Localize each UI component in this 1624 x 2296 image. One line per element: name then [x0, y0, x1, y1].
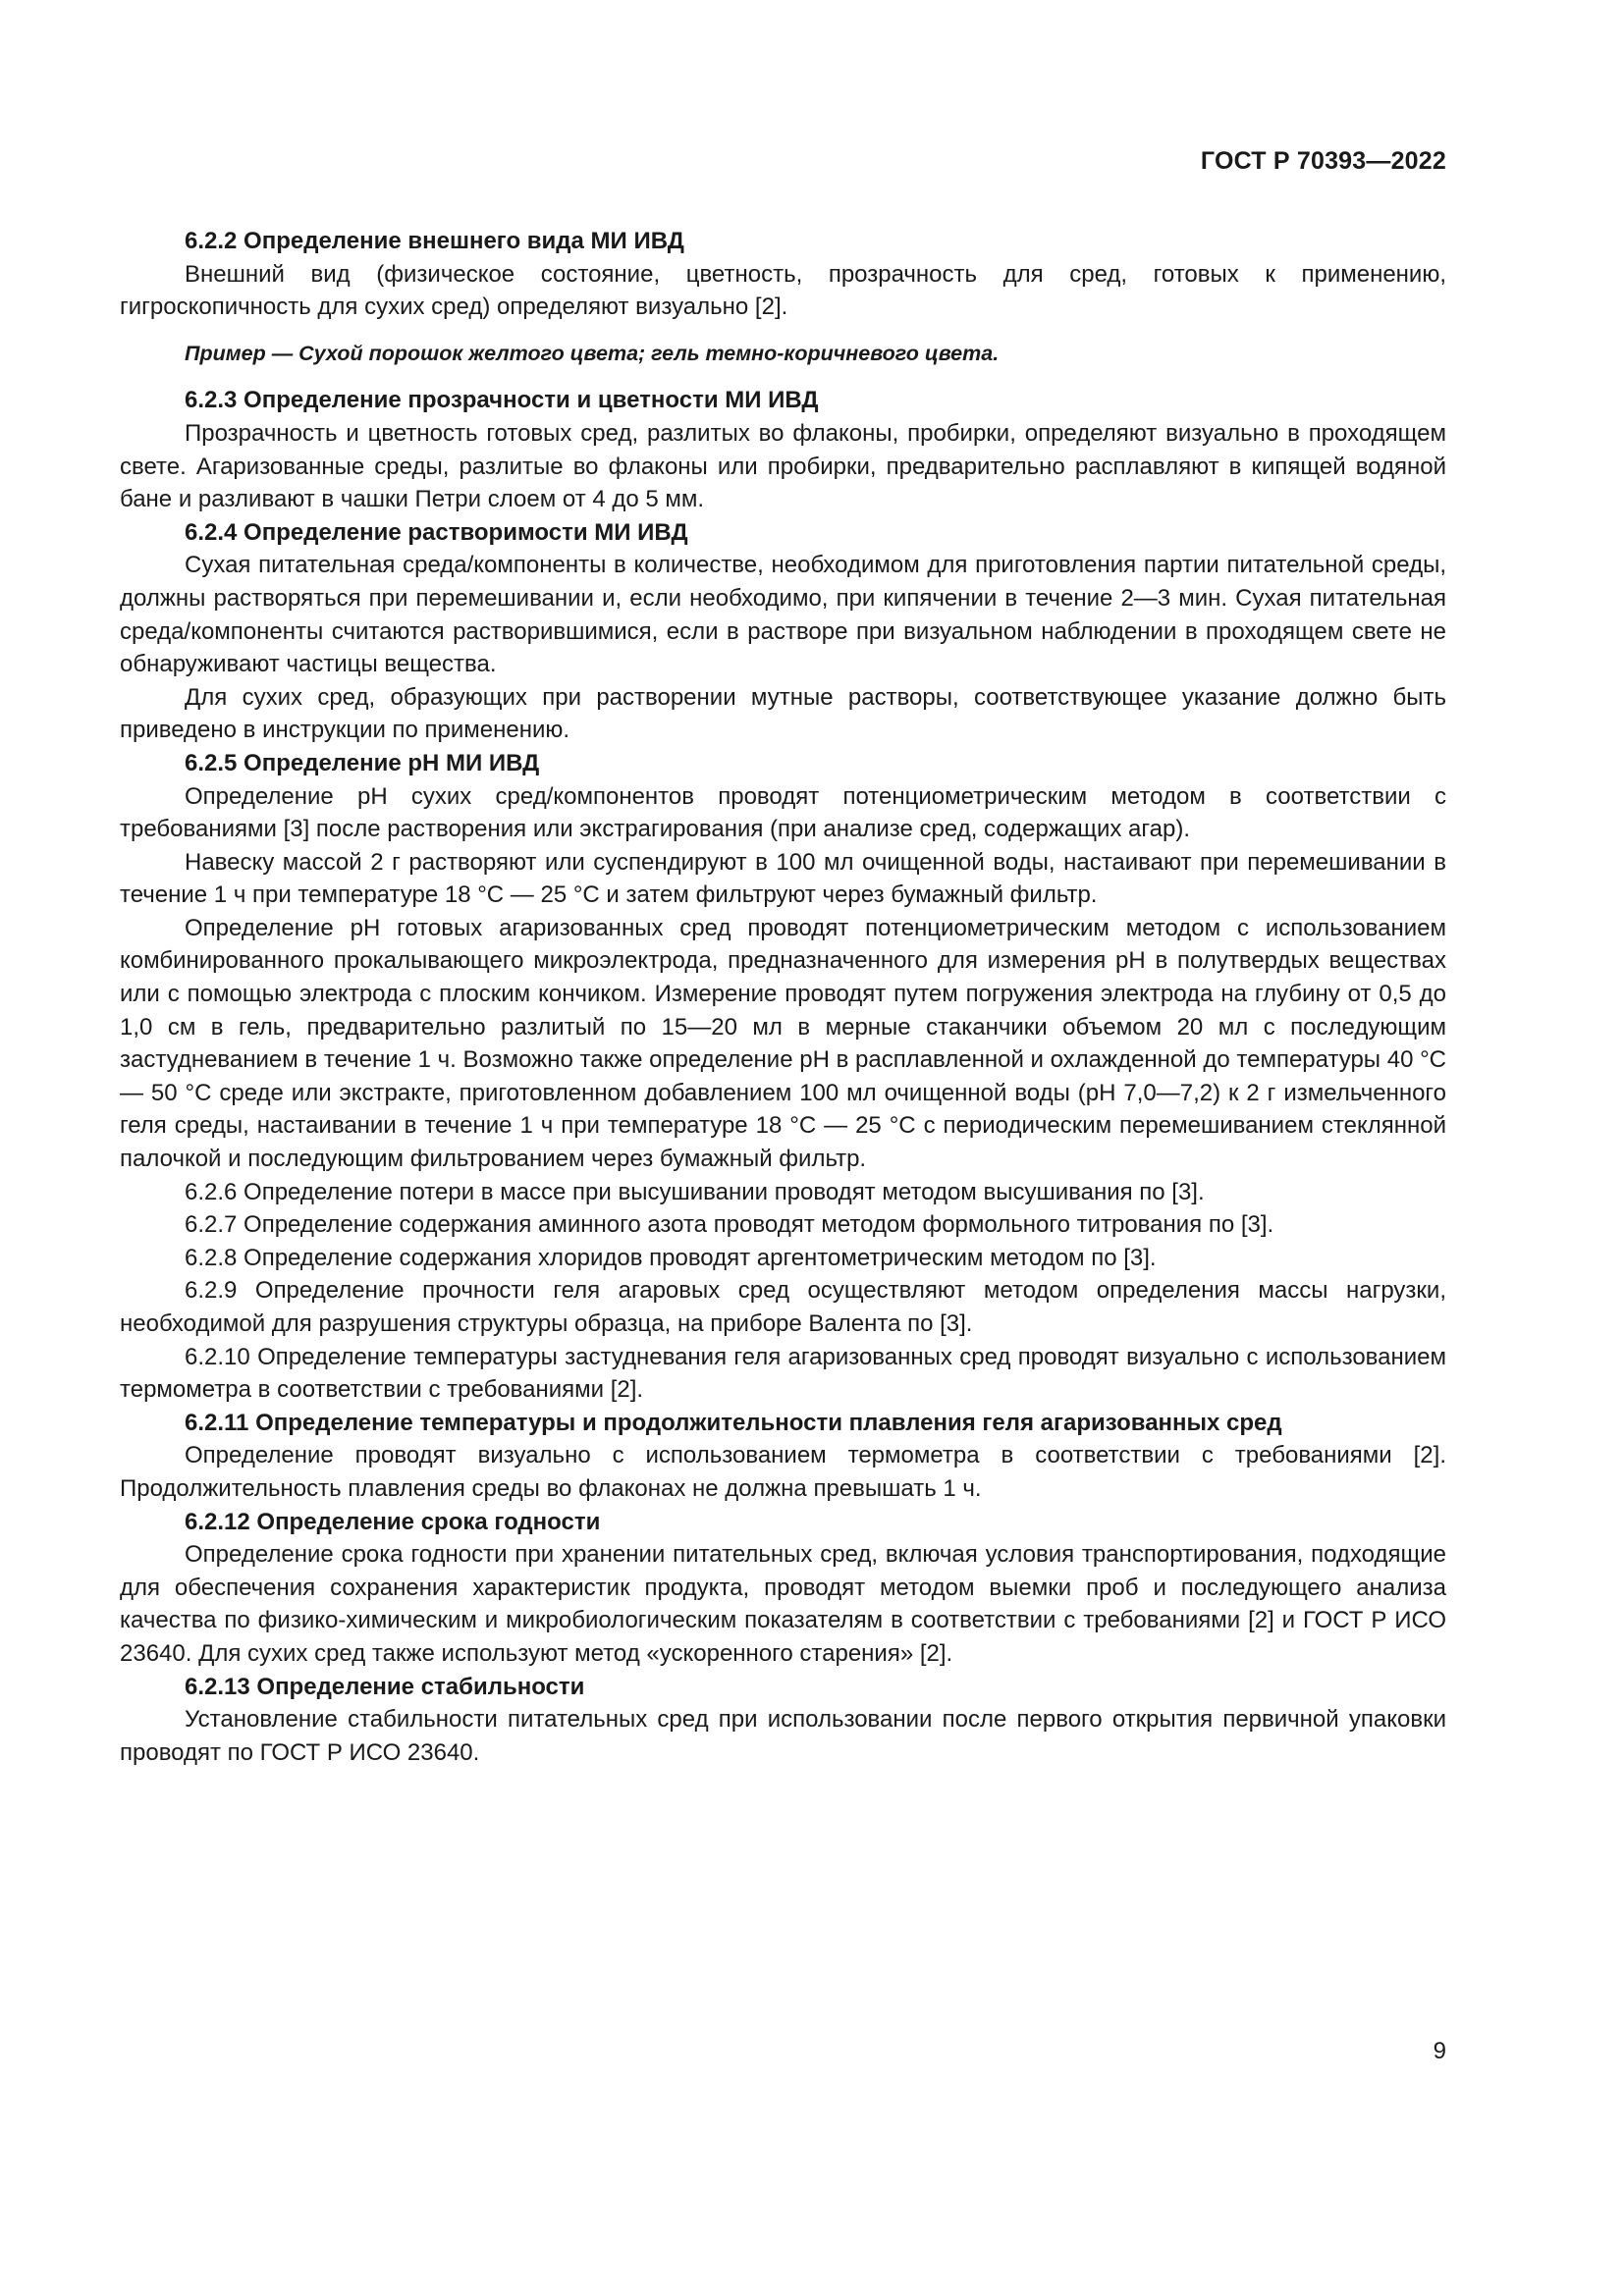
- paragraph-6-2-7: 6.2.7 Определение содержания аминного азота проводят методом формольного титрования по [3].: [185, 1211, 1274, 1239]
- section-heading-6-2-3: 6.2.3 Определение прозрачности и цветности МИ ИВД: [185, 387, 819, 414]
- document-designation: ГОСТ Р 70393—2022: [1200, 147, 1446, 175]
- page-number: 9: [1433, 2038, 1446, 2064]
- paragraph: Навеску массой 2 г растворяют или суспендируют в 100 мл очищенной воды, настаивают при перемешивании в течение 1 ч при температуре 18 °С — 25 °С и затем фильтруют через бумажный фильтр.: [120, 848, 1446, 909]
- paragraph-6-2-10: 6.2.10 Определение температуры застудневания геля агаризованных сред проводят визуально с использованием термометра в соответствии с требованиями [2].: [120, 1343, 1446, 1404]
- document-body: [120, 225, 1446, 1769]
- paragraph: Определение pH готовых агаризованных сред проводят потенциометрическим методом с использованием комбинированного прокалывающего микроэлектрода, предназначенного для измерения pH в полутвердых веществах или с помощью электрода с плоским кончиком. Измерение проводят путем погружения электрода на глубину от 0,5 до 1,0 см в гель, предварительно разлитый по 15—20 мл в мерные стаканчики объемом 20 мл с последующим застудневанием в течение 1 ч. Возможно также определение pH в расплавленной и охлажденной до температуры 40 °С — 50 °С среде или экстракте, приготовленном добавлением 100 мл очищенной воды (pH 7,0—7,2) к 2 г измельченного геля среды, настаивании в течение 1 ч при температуре 18 °С — 25 °С с периодическим перемешиванием стеклянной палочкой и последующим фильтрованием через бумажный фильтр.: [120, 914, 1447, 1173]
- section-heading-6-2-2: 6.2.2 Определение внешнего вида МИ ИВД: [185, 228, 684, 254]
- paragraph: Прозрачность и цветность готовых сред, разлитых во флаконы, пробирки, определяют визуально в проходящем свете. Агаризованные среды, разлитые во флаконы или пробирки, предварительно расплавляют в кипящей водяной бане и разливают в чашки Петри слоем от 4 до 5 мм.: [120, 419, 1446, 513]
- paragraph-6-2-6: 6.2.6 Определение потери в массе при высушивании проводят методом высушивания по [3].: [185, 1178, 1205, 1205]
- paragraph: Установление стабильности питательных сред при использовании после первого открытия первичной упаковки проводят по ГОСТ Р ИСО 23640.: [120, 1706, 1446, 1766]
- section-heading-6-2-11: 6.2.11 Определение температуры и продолжительности плавления геля агаризованных сред: [185, 1409, 1282, 1436]
- section-heading-6-2-13: 6.2.13 Определение стабильности: [185, 1673, 585, 1700]
- paragraph: Внешний вид (физическое состояние, цветность, прозрачность для сред, готовых к применению, гигроскопичность для сухих сред) определяют визуально [2].: [120, 260, 1446, 321]
- paragraph: Определение срока годности при хранении питательных сред, включая условия транспортирования, подходящие для обеспечения сохранения характеристик продукта, проводят методом выемки проб и последующего анализа качества по физико-химическим и микробиологическим показателям в соответствии с требованиями [2] и ГОСТ Р ИСО 23640. Для сухих сред также используют метод «ускоренного старения» [2].: [120, 1541, 1446, 1667]
- section-heading-6-2-5: 6.2.5 Определение pH МИ ИВД: [185, 749, 540, 776]
- section-heading-6-2-4: 6.2.4 Определение растворимости МИ ИВД: [185, 518, 688, 546]
- paragraph-6-2-9: 6.2.9 Определение прочности геля агаровых сред осуществляют методом определения массы нагрузки, необходимой для разрушения структуры образца, на приборе Валента по [3].: [120, 1277, 1446, 1337]
- paragraph: Определение проводят визуально с использованием термометра в соответствии с требованиями [2]. Продолжительность плавления среды во флаконах не должна превышать 1 ч.: [120, 1442, 1446, 1502]
- example-note: Пример — Сухой порошок желтого цвета; гель темно-коричневого цвета.: [185, 341, 1000, 365]
- paragraph: Сухая питательная среда/компоненты в количестве, необходимом для приготовления партии питательной среды, должны растворяться при перемешивании и, если необходимо, при кипячении в течение 2—3 мин. Сухая питательная среда/компоненты считаются растворившимися, если в растворе при визуальном наблюдении в проходящем свете не обнаруживают частицы вещества.: [120, 552, 1446, 678]
- paragraph: Для сухих сред, образующих при растворении мутные растворы, соответствующее указание должно быть приведено в инструкции по применению.: [120, 683, 1446, 744]
- paragraph-6-2-8: 6.2.8 Определение содержания хлоридов проводят аргентометрическим методом по [3].: [185, 1244, 1157, 1271]
- section-heading-6-2-12: 6.2.12 Определение срока годности: [185, 1508, 601, 1535]
- paragraph: Определение pH сухих сред/компонентов проводят потенциометрическим методом в соответствии с требованиями [3] после растворения или экстрагирования (при анализе сред, содержащих агар).: [120, 782, 1446, 843]
